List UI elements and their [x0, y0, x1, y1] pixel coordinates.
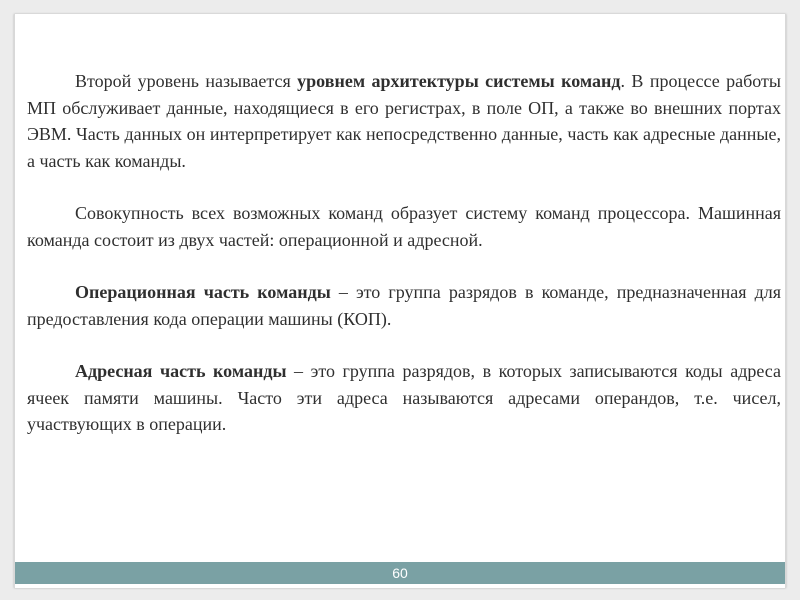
paragraph-1-text-start: Второй уровень называется: [75, 71, 298, 91]
paragraph-1-text-rest: . В процессе работы МП обслуживает данные, находящиеся в его регистрах, в поле ОП, а также во внешних портах ЭВМ. Часть данных он интерпретирует как непосредственно данные, часть как адресные данные, а часть как команды.: [27, 71, 781, 171]
paragraph-4-text: – это группа разрядов, в которых записываются коды адреса ячеек памяти машины. Часто эти адреса называются адресами операндов, т.е. чисел, участвующих в операции.: [27, 361, 781, 434]
page-number: 60: [392, 565, 408, 581]
paragraph-3-text: – это группа разрядов в команде, предназначенная для предоставления кода операции машины (КОП).: [27, 282, 781, 329]
term-opcode-part: Операционная часть команды: [75, 282, 331, 302]
term-address-part: Адресная часть команды: [75, 361, 287, 381]
slide-body: [27, 68, 781, 464]
term-instruction-set-architecture: уровнем архитектуры системы команд: [297, 71, 621, 91]
paragraph-address-part: [27, 358, 781, 438]
footer-bar: [15, 562, 785, 584]
paragraph-instruction-set-level: [27, 68, 781, 174]
paragraph-2-text: Совокупность всех возможных команд образует систему команд процессора. Машинная команда состоит из двух частей: операционной и адресной.: [27, 203, 781, 250]
paragraph-opcode-part: [27, 279, 781, 332]
paragraph-instruction-set: [27, 200, 781, 253]
slide: [14, 14, 786, 588]
